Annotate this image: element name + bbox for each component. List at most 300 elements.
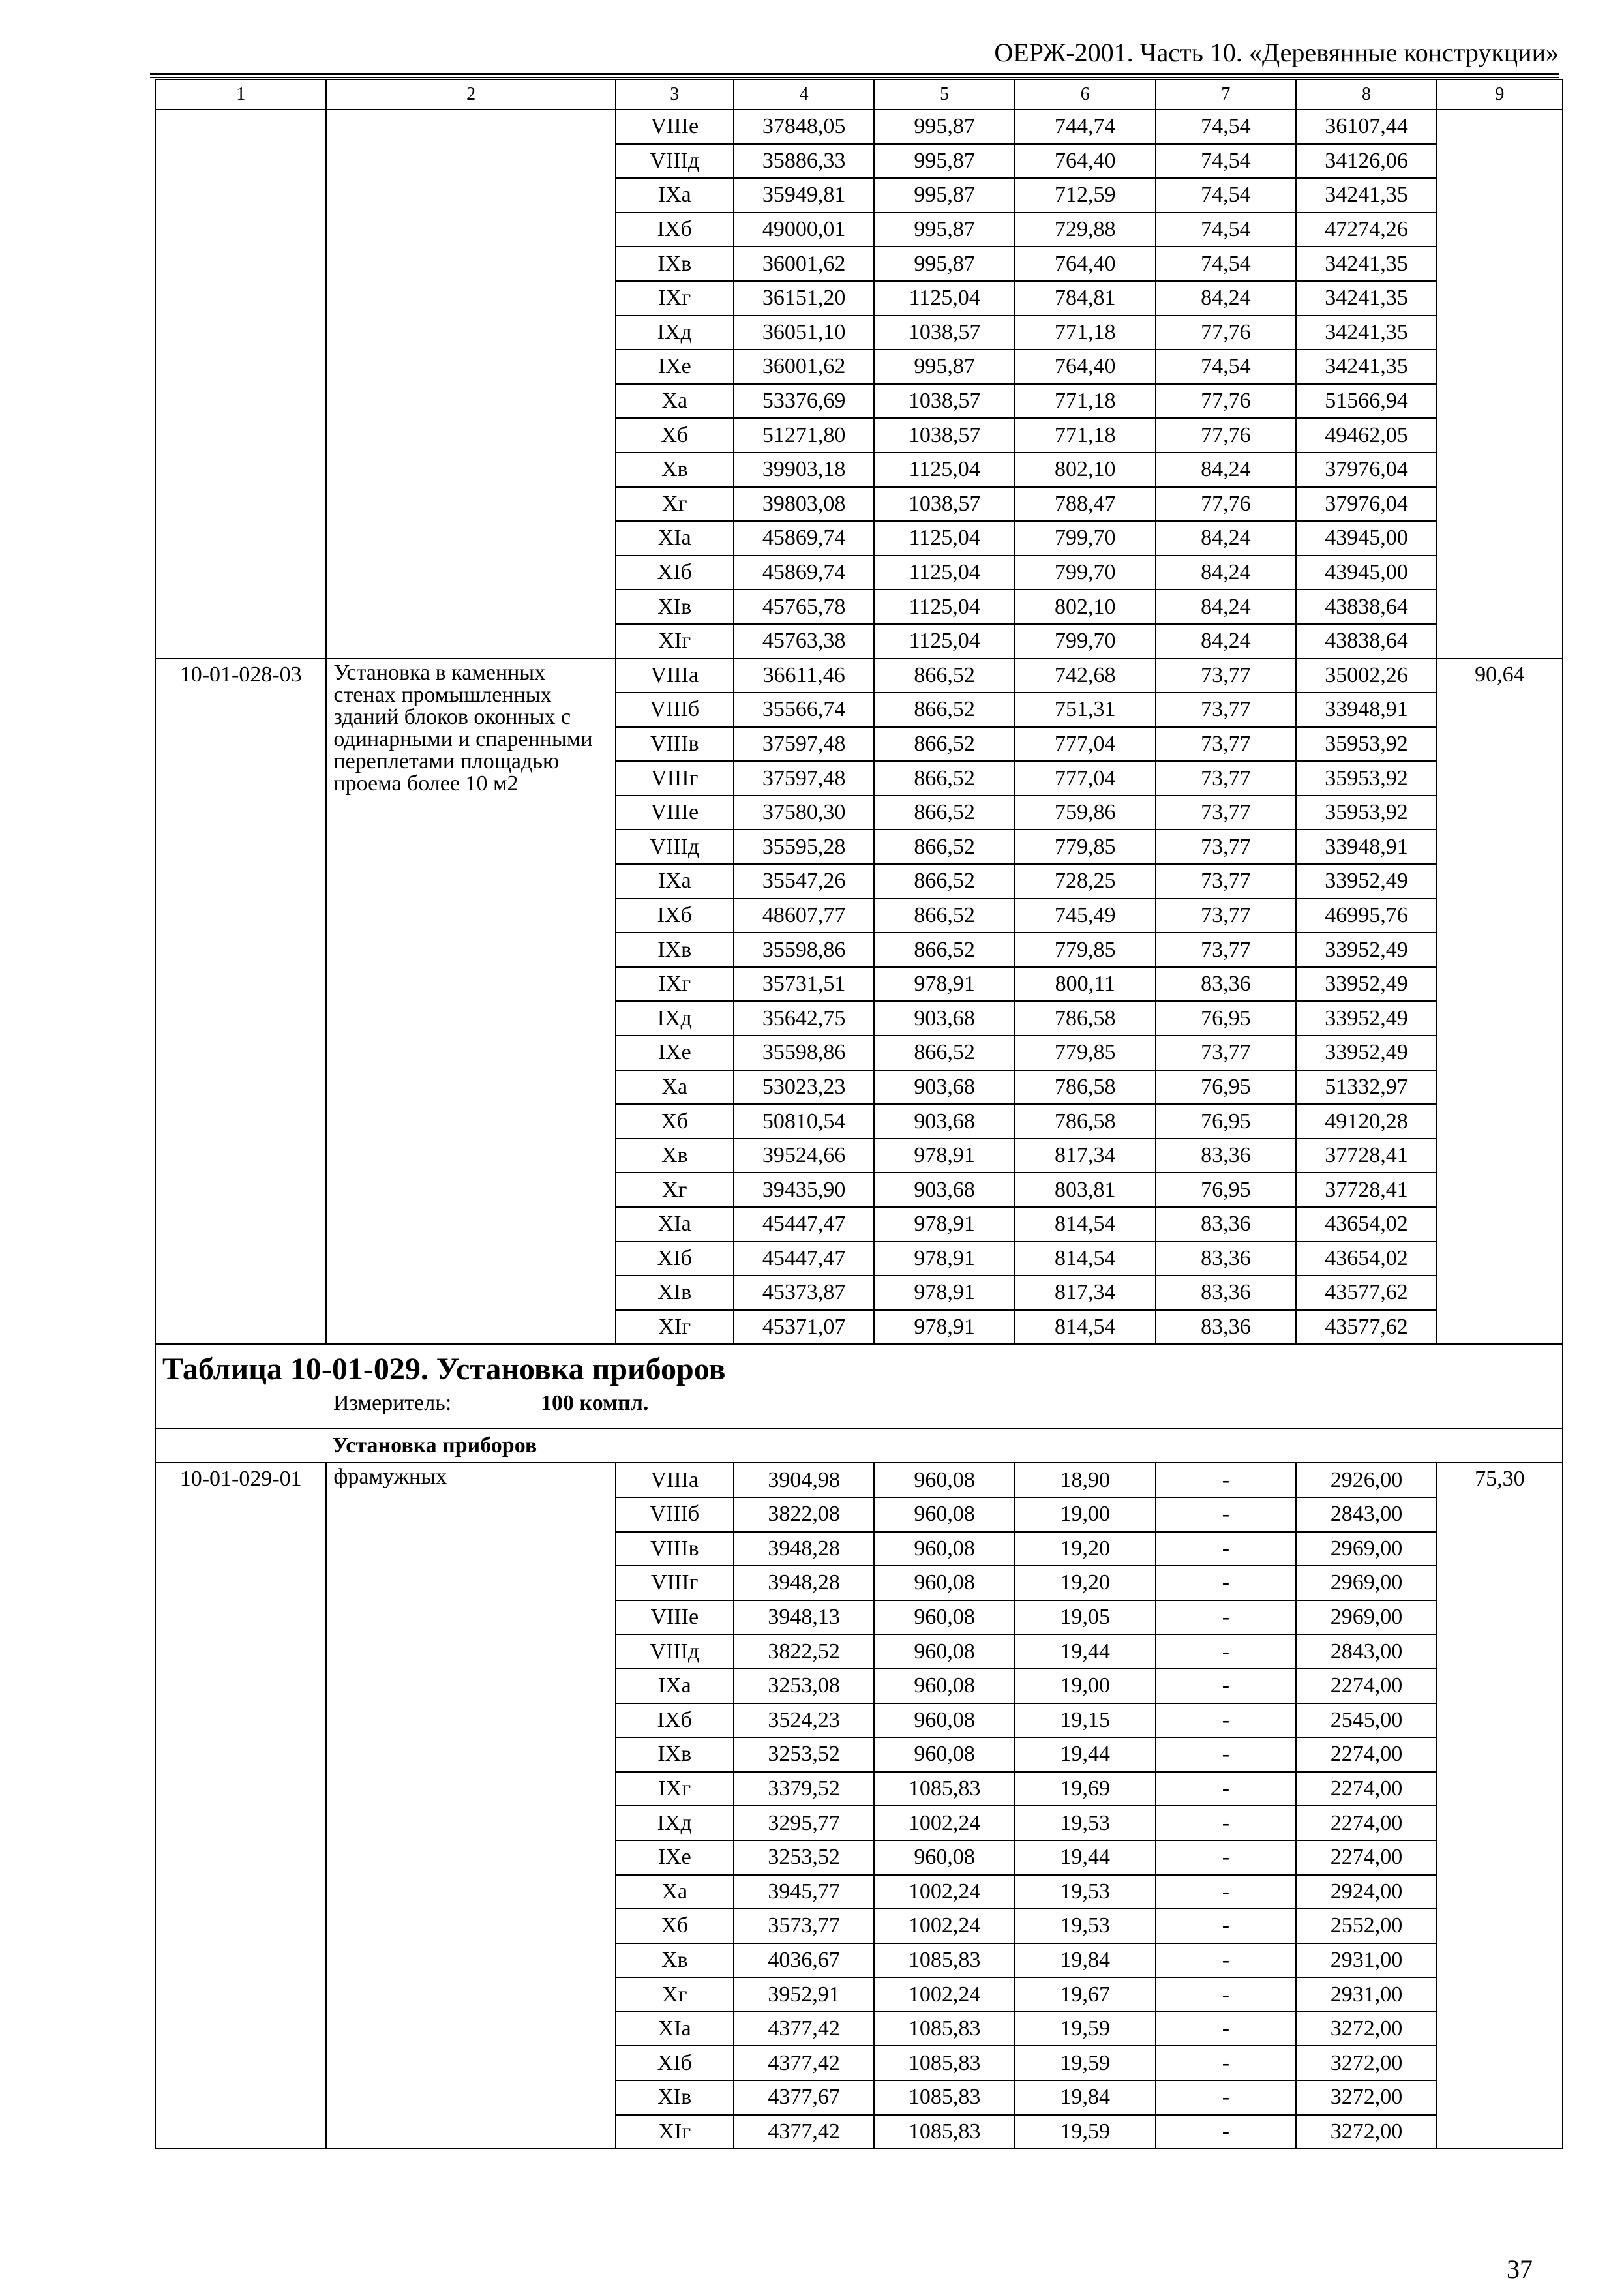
value-cell: 4377,42 bbox=[734, 2046, 875, 2080]
value-cell: 960,08 bbox=[874, 1566, 1015, 1600]
value-cell: 74,54 bbox=[1156, 350, 1297, 384]
zone-cell: Xв bbox=[616, 1943, 734, 1978]
value-cell: 960,08 bbox=[874, 1634, 1015, 1669]
value-cell: 817,34 bbox=[1015, 1276, 1156, 1310]
value-cell: 2969,00 bbox=[1296, 1600, 1437, 1635]
table-row bbox=[155, 1463, 1563, 1497]
value-cell: 35002,26 bbox=[1296, 659, 1437, 693]
value-cell: 771,18 bbox=[1015, 384, 1156, 419]
value-cell: 866,52 bbox=[874, 659, 1015, 693]
value-cell: 1125,04 bbox=[874, 281, 1015, 316]
value-cell: - bbox=[1156, 1566, 1297, 1600]
value-cell: - bbox=[1156, 1703, 1297, 1738]
page-header-title: ОЕРЖ-2001. Часть 10. «Деревянные конструкции» bbox=[994, 38, 1559, 67]
value-cell: 978,91 bbox=[874, 1242, 1015, 1276]
value-cell: 978,91 bbox=[874, 1276, 1015, 1310]
meter-value: 100 компл. bbox=[541, 1391, 649, 1416]
value-cell: 83,36 bbox=[1156, 967, 1297, 1002]
value-cell: 34241,35 bbox=[1296, 316, 1437, 350]
value-cell: 39903,18 bbox=[734, 453, 875, 487]
value-cell: 751,31 bbox=[1015, 693, 1156, 727]
value-cell: 37580,30 bbox=[734, 796, 875, 830]
value-cell: 83,36 bbox=[1156, 1276, 1297, 1310]
value-cell: 43577,62 bbox=[1296, 1276, 1437, 1310]
value-cell: 53376,69 bbox=[734, 384, 875, 419]
value-cell: 19,59 bbox=[1015, 2115, 1156, 2149]
value-cell: 19,44 bbox=[1015, 1840, 1156, 1875]
value-cell: 35642,75 bbox=[734, 1001, 875, 1036]
value-cell: 35949,81 bbox=[734, 178, 875, 213]
zone-cell: XIа bbox=[616, 521, 734, 556]
value-cell: 1125,04 bbox=[874, 556, 1015, 590]
value-cell: 37728,41 bbox=[1296, 1139, 1437, 1173]
value-cell: 19,44 bbox=[1015, 1737, 1156, 1772]
value-cell: 33948,91 bbox=[1296, 693, 1437, 727]
value-cell: 45869,74 bbox=[734, 556, 875, 590]
work-name-cell: фрамужных bbox=[326, 1463, 615, 2149]
value-cell: 45373,87 bbox=[734, 1276, 875, 1310]
value-cell: 19,69 bbox=[1015, 1772, 1156, 1806]
zone-cell: VIIIа bbox=[616, 659, 734, 693]
column-number: 3 bbox=[616, 80, 734, 110]
value-cell: 1038,57 bbox=[874, 384, 1015, 419]
header-divider bbox=[150, 73, 1559, 78]
value-cell: 745,49 bbox=[1015, 899, 1156, 933]
value-cell: 2545,00 bbox=[1296, 1703, 1437, 1738]
value-cell: 73,77 bbox=[1156, 1036, 1297, 1070]
value-cell: 84,24 bbox=[1156, 281, 1297, 316]
value-cell: 800,11 bbox=[1015, 967, 1156, 1002]
value-cell: 36001,62 bbox=[734, 350, 875, 384]
value-cell: 960,08 bbox=[874, 1669, 1015, 1703]
value-cell: 18,90 bbox=[1015, 1463, 1156, 1497]
value-cell: 83,36 bbox=[1156, 1310, 1297, 1345]
value-cell: 73,77 bbox=[1156, 659, 1297, 693]
value-cell: 74,54 bbox=[1156, 247, 1297, 281]
value-cell: 1085,83 bbox=[874, 2012, 1015, 2046]
value-cell: 960,08 bbox=[874, 1463, 1015, 1497]
value-cell: 779,85 bbox=[1015, 933, 1156, 967]
value-cell: 729,88 bbox=[1015, 213, 1156, 247]
zone-cell: VIIIе bbox=[616, 1600, 734, 1635]
value-cell: 76,95 bbox=[1156, 1001, 1297, 1036]
meter-line bbox=[162, 1389, 1562, 1418]
value-cell: 802,10 bbox=[1015, 453, 1156, 487]
zone-cell: IXв bbox=[616, 247, 734, 281]
value-cell: 3948,13 bbox=[734, 1600, 875, 1635]
value-cell: 3272,00 bbox=[1296, 2046, 1437, 2080]
work-name-cell: Установка в каменных стенах промышленных зданий блоков оконных с одинарными и спаренными переплетами площадью проема более 10 м2 bbox=[326, 659, 615, 1345]
zone-cell: VIIIа bbox=[616, 1463, 734, 1497]
labor-cell: 75,30 bbox=[1437, 1463, 1563, 2149]
value-cell: 960,08 bbox=[874, 1703, 1015, 1738]
value-cell: 34126,06 bbox=[1296, 144, 1437, 179]
table-row bbox=[155, 110, 1563, 144]
zone-cell: Xг bbox=[616, 487, 734, 522]
value-cell: 3904,98 bbox=[734, 1463, 875, 1497]
value-cell: 37976,04 bbox=[1296, 487, 1437, 522]
value-cell: 83,36 bbox=[1156, 1207, 1297, 1242]
value-cell: 2274,00 bbox=[1296, 1840, 1437, 1875]
value-cell: 33952,49 bbox=[1296, 967, 1437, 1002]
zone-cell: IXд bbox=[616, 316, 734, 350]
zone-cell: VIIIб bbox=[616, 693, 734, 727]
value-cell: 771,18 bbox=[1015, 418, 1156, 453]
value-cell: 995,87 bbox=[874, 350, 1015, 384]
value-cell: 1085,83 bbox=[874, 2080, 1015, 2115]
zone-cell: IXд bbox=[616, 1806, 734, 1840]
value-cell: 19,53 bbox=[1015, 1875, 1156, 1909]
value-cell: 73,77 bbox=[1156, 933, 1297, 967]
value-cell: 84,24 bbox=[1156, 453, 1297, 487]
value-cell: 43838,64 bbox=[1296, 590, 1437, 624]
rate-code-cell: 10-01-029-01 bbox=[155, 1463, 326, 2149]
value-cell: 1125,04 bbox=[874, 624, 1015, 659]
zone-cell: XIв bbox=[616, 590, 734, 624]
column-number: 9 bbox=[1437, 80, 1563, 110]
value-cell: 814,54 bbox=[1015, 1242, 1156, 1276]
zone-cell: XIг bbox=[616, 1310, 734, 1345]
value-cell: 35953,92 bbox=[1296, 796, 1437, 830]
value-cell: 3822,52 bbox=[734, 1634, 875, 1669]
value-cell: 978,91 bbox=[874, 1310, 1015, 1345]
value-cell: - bbox=[1156, 1909, 1297, 1943]
meter-label: Измеритель: bbox=[333, 1391, 452, 1416]
value-cell: 978,91 bbox=[874, 1139, 1015, 1173]
value-cell: 37597,48 bbox=[734, 727, 875, 762]
zone-cell: Xа bbox=[616, 384, 734, 419]
value-cell: 3295,77 bbox=[734, 1806, 875, 1840]
value-cell: 45765,78 bbox=[734, 590, 875, 624]
value-cell: 45447,47 bbox=[734, 1242, 875, 1276]
zone-cell: Xг bbox=[616, 1977, 734, 2012]
column-number: 7 bbox=[1156, 80, 1297, 110]
value-cell: 45447,47 bbox=[734, 1207, 875, 1242]
value-cell: 73,77 bbox=[1156, 864, 1297, 899]
labor-cell bbox=[1437, 110, 1563, 659]
value-cell: 49000,01 bbox=[734, 213, 875, 247]
value-cell: 74,54 bbox=[1156, 213, 1297, 247]
value-cell: 19,05 bbox=[1015, 1600, 1156, 1635]
zone-cell: XIа bbox=[616, 1207, 734, 1242]
value-cell: 1085,83 bbox=[874, 1772, 1015, 1806]
rate-code-cell: 10-01-028-03 bbox=[155, 659, 326, 1345]
value-cell: 3272,00 bbox=[1296, 2080, 1437, 2115]
value-cell: - bbox=[1156, 1977, 1297, 2012]
value-cell: 2843,00 bbox=[1296, 1634, 1437, 1669]
value-cell: 786,58 bbox=[1015, 1001, 1156, 1036]
value-cell: 3952,91 bbox=[734, 1977, 875, 2012]
value-cell: 33952,49 bbox=[1296, 933, 1437, 967]
value-cell: 799,70 bbox=[1015, 624, 1156, 659]
value-cell: 786,58 bbox=[1015, 1070, 1156, 1105]
value-cell: 73,77 bbox=[1156, 899, 1297, 933]
value-cell: 960,08 bbox=[874, 1600, 1015, 1635]
section-row bbox=[155, 1429, 1563, 1463]
value-cell: 33948,91 bbox=[1296, 830, 1437, 864]
value-cell: 2274,00 bbox=[1296, 1806, 1437, 1840]
value-cell: 866,52 bbox=[874, 830, 1015, 864]
zone-cell: IXе bbox=[616, 1840, 734, 1875]
value-cell: 84,24 bbox=[1156, 590, 1297, 624]
value-cell: 802,10 bbox=[1015, 590, 1156, 624]
zone-cell: IXг bbox=[616, 281, 734, 316]
rate-code-cell bbox=[155, 110, 326, 659]
value-cell: 46995,76 bbox=[1296, 899, 1437, 933]
value-cell: 39435,90 bbox=[734, 1173, 875, 1207]
value-cell: 786,58 bbox=[1015, 1104, 1156, 1139]
value-cell: 744,74 bbox=[1015, 110, 1156, 144]
zone-cell: VIIIд bbox=[616, 830, 734, 864]
table-title-cell bbox=[155, 1344, 1563, 1429]
value-cell: 37848,05 bbox=[734, 110, 875, 144]
zone-cell: VIIIг bbox=[616, 761, 734, 796]
value-cell: 784,81 bbox=[1015, 281, 1156, 316]
value-cell: 4036,67 bbox=[734, 1943, 875, 1978]
value-cell: 77,76 bbox=[1156, 487, 1297, 522]
zone-cell: Xб bbox=[616, 418, 734, 453]
value-cell: - bbox=[1156, 2046, 1297, 2080]
value-cell: 33952,49 bbox=[1296, 1036, 1437, 1070]
value-cell: - bbox=[1156, 1669, 1297, 1703]
value-cell: 33952,49 bbox=[1296, 1001, 1437, 1036]
zone-cell: VIIIе bbox=[616, 110, 734, 144]
zone-cell: VIIIв bbox=[616, 727, 734, 762]
table-title-row bbox=[155, 1344, 1563, 1429]
value-cell: 995,87 bbox=[874, 178, 1015, 213]
value-cell: 3573,77 bbox=[734, 1909, 875, 1943]
value-cell: 1038,57 bbox=[874, 316, 1015, 350]
value-cell: 960,08 bbox=[874, 1840, 1015, 1875]
value-cell: 19,44 bbox=[1015, 1634, 1156, 1669]
value-cell: 2843,00 bbox=[1296, 1497, 1437, 1532]
value-cell: - bbox=[1156, 1806, 1297, 1840]
zone-cell: Xв bbox=[616, 453, 734, 487]
value-cell: - bbox=[1156, 2012, 1297, 2046]
value-cell: 47274,26 bbox=[1296, 213, 1437, 247]
value-cell: 995,87 bbox=[874, 144, 1015, 179]
value-cell: 3945,77 bbox=[734, 1875, 875, 1909]
zone-cell: Xа bbox=[616, 1875, 734, 1909]
value-cell: - bbox=[1156, 1497, 1297, 1532]
value-cell: 77,76 bbox=[1156, 384, 1297, 419]
value-cell: 2274,00 bbox=[1296, 1737, 1437, 1772]
value-cell: 1085,83 bbox=[874, 1943, 1015, 1978]
zone-cell: IXа bbox=[616, 178, 734, 213]
column-number: 2 bbox=[326, 80, 615, 110]
value-cell: 77,76 bbox=[1156, 316, 1297, 350]
value-cell: 39524,66 bbox=[734, 1139, 875, 1173]
value-cell: 866,52 bbox=[874, 796, 1015, 830]
value-cell: 779,85 bbox=[1015, 830, 1156, 864]
value-cell: 764,40 bbox=[1015, 247, 1156, 281]
value-cell: 777,04 bbox=[1015, 727, 1156, 762]
zone-cell: XIв bbox=[616, 1276, 734, 1310]
value-cell: 995,87 bbox=[874, 213, 1015, 247]
value-cell: 712,59 bbox=[1015, 178, 1156, 213]
value-cell: 2552,00 bbox=[1296, 1909, 1437, 1943]
value-cell: 34241,35 bbox=[1296, 178, 1437, 213]
value-cell: 35731,51 bbox=[734, 967, 875, 1002]
value-cell: 995,87 bbox=[874, 247, 1015, 281]
value-cell: 3253,08 bbox=[734, 1669, 875, 1703]
value-cell: 960,08 bbox=[874, 1532, 1015, 1566]
value-cell: - bbox=[1156, 1737, 1297, 1772]
value-cell: 49120,28 bbox=[1296, 1104, 1437, 1139]
value-cell: 48607,77 bbox=[734, 899, 875, 933]
value-cell: 43577,62 bbox=[1296, 1310, 1437, 1345]
value-cell: - bbox=[1156, 1634, 1297, 1669]
value-cell: 788,47 bbox=[1015, 487, 1156, 522]
value-cell: 19,20 bbox=[1015, 1532, 1156, 1566]
value-cell: 35595,28 bbox=[734, 830, 875, 864]
value-cell: 73,77 bbox=[1156, 693, 1297, 727]
value-cell: 51271,80 bbox=[734, 418, 875, 453]
column-number: 8 bbox=[1296, 80, 1437, 110]
value-cell: 76,95 bbox=[1156, 1070, 1297, 1105]
value-cell: 960,08 bbox=[874, 1737, 1015, 1772]
value-cell: 36051,10 bbox=[734, 316, 875, 350]
value-cell: 51566,94 bbox=[1296, 384, 1437, 419]
work-name-cell bbox=[326, 110, 615, 659]
value-cell: 43654,02 bbox=[1296, 1242, 1437, 1276]
zone-cell: XIб bbox=[616, 2046, 734, 2080]
value-cell: 34241,35 bbox=[1296, 350, 1437, 384]
zone-cell: XIб bbox=[616, 1242, 734, 1276]
value-cell: 995,87 bbox=[874, 110, 1015, 144]
value-cell: 777,04 bbox=[1015, 761, 1156, 796]
zone-cell: VIIIе bbox=[616, 796, 734, 830]
zone-cell: IXг bbox=[616, 1772, 734, 1806]
value-cell: 83,36 bbox=[1156, 1139, 1297, 1173]
value-cell: 39803,08 bbox=[734, 487, 875, 522]
value-cell: 2924,00 bbox=[1296, 1875, 1437, 1909]
zone-cell: VIIIб bbox=[616, 1497, 734, 1532]
value-cell: 903,68 bbox=[874, 1104, 1015, 1139]
value-cell: - bbox=[1156, 1840, 1297, 1875]
value-cell: 19,67 bbox=[1015, 1977, 1156, 2012]
section-heading: Установка приборов bbox=[155, 1429, 1563, 1463]
value-cell: 35953,92 bbox=[1296, 761, 1437, 796]
column-number: 1 bbox=[155, 80, 326, 110]
value-cell: 799,70 bbox=[1015, 521, 1156, 556]
value-cell: 799,70 bbox=[1015, 556, 1156, 590]
value-cell: 764,40 bbox=[1015, 144, 1156, 179]
value-cell: 4377,42 bbox=[734, 2115, 875, 2149]
value-cell: 759,86 bbox=[1015, 796, 1156, 830]
value-cell: 764,40 bbox=[1015, 350, 1156, 384]
value-cell: 35953,92 bbox=[1296, 727, 1437, 762]
zone-cell: XIв bbox=[616, 2080, 734, 2115]
table-row bbox=[155, 659, 1563, 693]
value-cell: 36611,46 bbox=[734, 659, 875, 693]
labor-cell: 90,64 bbox=[1437, 659, 1563, 1345]
value-cell: 50810,54 bbox=[734, 1104, 875, 1139]
value-cell: - bbox=[1156, 1943, 1297, 1978]
value-cell: 43945,00 bbox=[1296, 556, 1437, 590]
zone-cell: Xа bbox=[616, 1070, 734, 1105]
zone-cell: VIIIд bbox=[616, 1634, 734, 1669]
value-cell: 3272,00 bbox=[1296, 2115, 1437, 2149]
value-cell: - bbox=[1156, 2115, 1297, 2149]
rates-table bbox=[155, 79, 1563, 2149]
value-cell: 84,24 bbox=[1156, 521, 1297, 556]
value-cell: 34241,35 bbox=[1296, 281, 1437, 316]
value-cell: 4377,42 bbox=[734, 2012, 875, 2046]
value-cell: 817,34 bbox=[1015, 1139, 1156, 1173]
value-cell: 728,25 bbox=[1015, 864, 1156, 899]
value-cell: 3948,28 bbox=[734, 1532, 875, 1566]
value-cell: - bbox=[1156, 1772, 1297, 1806]
value-cell: 19,84 bbox=[1015, 1943, 1156, 1978]
value-cell: 1002,24 bbox=[874, 1909, 1015, 1943]
zone-cell: IXд bbox=[616, 1001, 734, 1036]
value-cell: 866,52 bbox=[874, 693, 1015, 727]
value-cell: 903,68 bbox=[874, 1173, 1015, 1207]
value-cell: 49462,05 bbox=[1296, 418, 1437, 453]
value-cell: 36001,62 bbox=[734, 247, 875, 281]
value-cell: 1002,24 bbox=[874, 1977, 1015, 2012]
column-number: 4 bbox=[734, 80, 875, 110]
value-cell: 2274,00 bbox=[1296, 1669, 1437, 1703]
value-cell: 19,00 bbox=[1015, 1669, 1156, 1703]
value-cell: 814,54 bbox=[1015, 1207, 1156, 1242]
zone-cell: Xб bbox=[616, 1909, 734, 1943]
value-cell: 1002,24 bbox=[874, 1806, 1015, 1840]
value-cell: 2274,00 bbox=[1296, 1772, 1437, 1806]
value-cell: 53023,23 bbox=[734, 1070, 875, 1105]
value-cell: 84,24 bbox=[1156, 556, 1297, 590]
column-number: 6 bbox=[1015, 80, 1156, 110]
value-cell: 2931,00 bbox=[1296, 1977, 1437, 2012]
value-cell: 37976,04 bbox=[1296, 453, 1437, 487]
value-cell: 37728,41 bbox=[1296, 1173, 1437, 1207]
zone-cell: Xг bbox=[616, 1173, 734, 1207]
zone-cell: Xв bbox=[616, 1139, 734, 1173]
value-cell: - bbox=[1156, 1532, 1297, 1566]
zone-cell: IXв bbox=[616, 933, 734, 967]
zone-cell: Xб bbox=[616, 1104, 734, 1139]
value-cell: 45763,38 bbox=[734, 624, 875, 659]
value-cell: 73,77 bbox=[1156, 796, 1297, 830]
value-cell: 3253,52 bbox=[734, 1840, 875, 1875]
value-cell: 903,68 bbox=[874, 1001, 1015, 1036]
table-title: Таблица 10-01-029. Установка приборов bbox=[162, 1352, 726, 1387]
value-cell: 1038,57 bbox=[874, 418, 1015, 453]
value-cell: 76,95 bbox=[1156, 1104, 1297, 1139]
value-cell: 51332,97 bbox=[1296, 1070, 1437, 1105]
value-cell: 35598,86 bbox=[734, 933, 875, 967]
value-cell: 960,08 bbox=[874, 1497, 1015, 1532]
value-cell: 866,52 bbox=[874, 933, 1015, 967]
zone-cell: IXг bbox=[616, 967, 734, 1002]
value-cell: 76,95 bbox=[1156, 1173, 1297, 1207]
zone-cell: IXб bbox=[616, 213, 734, 247]
value-cell: 2931,00 bbox=[1296, 1943, 1437, 1978]
value-cell: 74,54 bbox=[1156, 144, 1297, 179]
zone-cell: IXа bbox=[616, 864, 734, 899]
value-cell: 866,52 bbox=[874, 727, 1015, 762]
zone-cell: VIIIг bbox=[616, 1566, 734, 1600]
zone-cell: XIа bbox=[616, 2012, 734, 2046]
zone-cell: IXа bbox=[616, 1669, 734, 1703]
value-cell: - bbox=[1156, 1875, 1297, 1909]
zone-cell: XIг bbox=[616, 2115, 734, 2149]
value-cell: 19,53 bbox=[1015, 1806, 1156, 1840]
value-cell: 866,52 bbox=[874, 899, 1015, 933]
value-cell: - bbox=[1156, 2080, 1297, 2115]
value-cell: 1125,04 bbox=[874, 590, 1015, 624]
